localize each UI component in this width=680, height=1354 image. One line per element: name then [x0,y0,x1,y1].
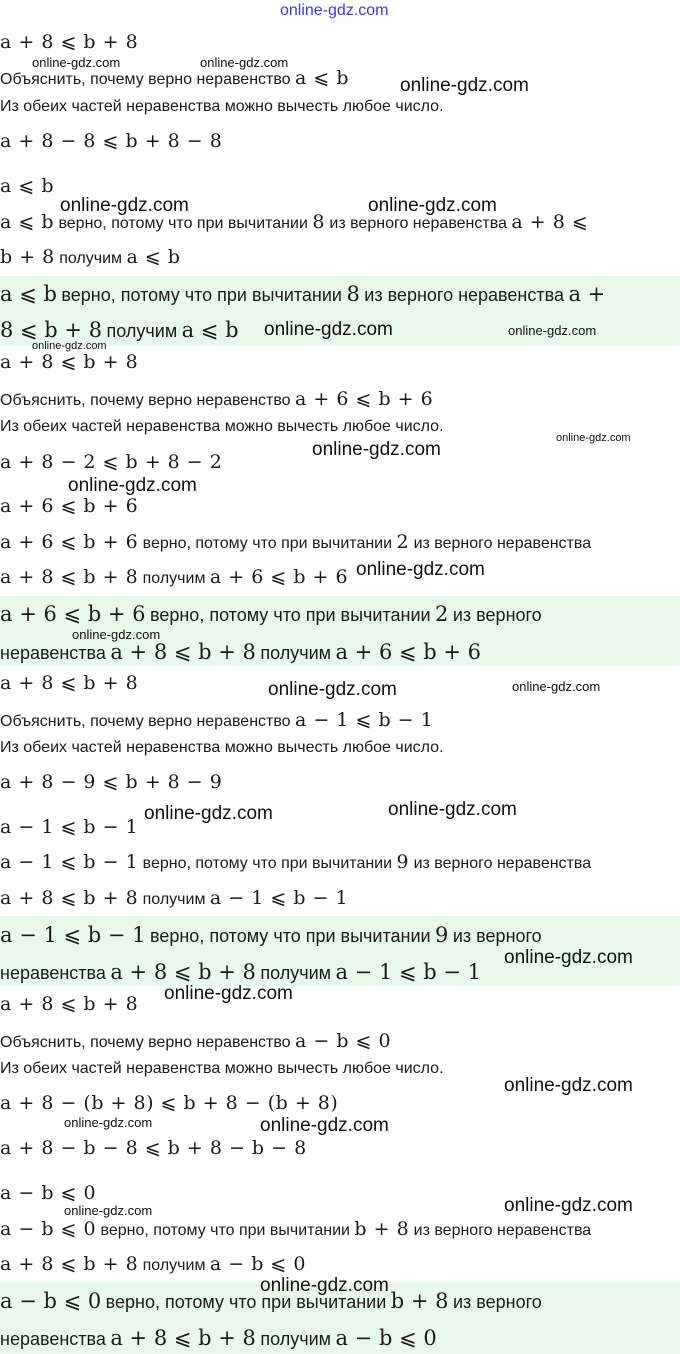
step-inequality: a + 8 − 8 ⩽ b + 8 − 8 [0,130,223,152]
explanation-line-cont [0,888,348,910]
premise-inequality: a + 8 ⩽ b + 8 [110,960,256,984]
got-text: получим [106,321,178,341]
answer-text: из верного [452,926,542,946]
rule-text: Из обеих частей неравенства можно вычесть любое число. [0,739,444,756]
watermark: online-gdz.com [388,799,517,820]
watermark: online-gdz.com [32,55,121,70]
answer-text: неравенства [0,963,106,983]
given-inequality: a + 8 ⩽ b + 8 [0,993,139,1015]
result-inequality: a − 1 ⩽ b − 1 [0,923,146,947]
rule-text: Из обеих частей неравенства можно вычесть любое число. [0,98,444,115]
premise-inequality: a + 8 ⩽ b + 8 [0,1253,139,1275]
watermark: online-gdz.com [504,1075,633,1096]
result-inequality: a − b ⩽ 0 [209,1253,306,1275]
explanation-text: из верного неравенства [413,535,592,552]
target-inequality: a ⩽ b [295,67,350,89]
got-text: получим [260,963,332,983]
explanation-text: из верного неравенства [413,1222,592,1239]
explanation-text: верно, потому что при вычитании [142,855,393,872]
subtracted-number: 2 [396,531,410,553]
answer-text: неравенства [0,643,106,663]
question-text: Объяснить, почему верно неравенство [0,71,291,88]
question-text: Объяснить, почему верно неравенство [0,1034,291,1051]
watermark: online-gdz.com [368,195,497,216]
subtracted-number: 8 [312,211,325,233]
answer-line-cont [0,642,481,665]
watermark: online-gdz.com [260,1275,389,1296]
watermark: online-gdz.com [504,947,633,968]
got-text: получим [142,570,206,587]
given-inequality: a + 8 ⩽ b + 8 [0,672,139,694]
step-inequality-expanded: a + 8 − b − 8 ⩽ b + 8 − b − 8 [0,1137,307,1159]
step-inequality: a + 8 − (b + 8) ⩽ b + 8 − (b + 8) [0,1092,339,1114]
result-inequality: a ⩽ b [0,211,54,233]
answer-text: верно, потому что при вычитании [61,285,342,305]
subtracted-number: 2 [435,602,449,626]
rule-text: Из обеих частей неравенства можно вычесть любое число. [0,418,444,435]
answer-text: верно, потому что при вычитании [105,1292,387,1312]
watermark: online-gdz.com [60,195,189,216]
watermark: online-gdz.com [504,1195,633,1216]
answer-line [0,925,542,948]
watermark: online-gdz.com [356,559,485,580]
watermark: online-gdz.com [32,340,107,352]
result-inequality: a − b ⩽ 0 [0,1218,97,1240]
subtracted-number: b + 8 [390,1289,449,1313]
target-inequality: a + 6 ⩽ b + 6 [295,388,434,410]
result-inequality: a + 6 ⩽ b + 6 [0,531,139,553]
question-line [0,389,433,411]
result-inequality: a − 1 ⩽ b − 1 [335,960,482,984]
step-inequality: a + 8 − 9 ⩽ b + 8 − 9 [0,771,223,793]
question-line [0,68,349,90]
subtracted-number: 8 [346,282,360,306]
watermark: online-gdz.com [144,803,273,824]
watermark: online-gdz.com [400,75,529,96]
question-line [0,710,433,732]
result-inequality: a − 1 ⩽ b − 1 [0,851,139,873]
watermark: online-gdz.com [68,475,197,496]
explanation-line-cont [0,1254,306,1276]
result-inequality: a ⩽ b [0,282,57,306]
watermark: online-gdz.com [508,323,597,338]
got-text: получим [142,891,206,908]
result-inequality: a + 6 ⩽ b + 6 [209,566,349,588]
given-inequality: a + 8 ⩽ b + 8 [0,31,139,53]
premise-part: 8 ⩽ b + 8 [0,318,103,342]
result-inequality: a − b ⩽ 0 [0,1289,102,1313]
watermark: online-gdz.com [200,55,289,70]
result-inequality: a + 6 ⩽ b + 6 [335,640,482,664]
premise-inequality: a + 8 ⩽ b + 8 [0,566,139,588]
result-inequality: a ⩽ b [181,318,239,342]
watermark: online-gdz.com [556,432,631,444]
answer-line [0,604,542,627]
explanation-text: верно, потому что при вычитании [58,215,308,232]
answer-text: из верного [452,605,542,625]
answer-line-cont [0,1328,437,1351]
premise-inequality: a + 8 ⩽ b + 8 [0,887,139,909]
result-inequality: a ⩽ b [0,175,54,197]
explanation-line [0,852,591,874]
target-inequality: a − b ⩽ 0 [295,1030,392,1052]
answer-line-cont [0,962,481,985]
target-inequality: a − 1 ⩽ b − 1 [295,709,434,731]
premise-part: a + 8 ⩽ [511,211,589,233]
got-text: получим [260,1329,332,1349]
subtracted-number: 9 [435,923,449,947]
explanation-text: верно, потому что при вычитании [142,535,393,552]
result-inequality: a + 6 ⩽ b + 6 [0,495,139,517]
answer-text: верно, потому что при вычитании [149,926,431,946]
question-text: Объяснить, почему верно неравенство [0,392,291,409]
answer-text: неравенства [0,1329,106,1349]
premise-part: a + [568,282,606,306]
watermark: online-gdz.com [72,627,161,642]
watermark: online-gdz.com [64,1203,153,1218]
site-watermark[interactable]: online-gdz.com [280,2,389,19]
got-text: получим [260,643,332,663]
explanation-text: из верного неравенства [413,855,592,872]
watermark: online-gdz.com [260,1115,389,1136]
result-inequality: a ⩽ b [126,246,181,268]
watermark: online-gdz.com [268,679,397,700]
step-inequality: a + 8 − 2 ⩽ b + 8 − 2 [0,451,223,473]
rule-text: Из обеих частей неравенства можно вычесть любое число. [0,1060,444,1077]
watermark: online-gdz.com [312,439,441,460]
explanation-text: верно, потому что при вычитании [100,1222,350,1239]
explanation-line-cont [0,567,348,589]
watermark: online-gdz.com [264,319,393,340]
explanation-line [0,1219,591,1241]
watermark: online-gdz.com [512,679,601,694]
explanation-line [0,532,591,554]
explanation-line-cont [0,247,180,269]
explanation-text: из верного неравенства [329,215,507,232]
given-inequality: a + 8 ⩽ b + 8 [0,351,139,373]
premise-inequality: a + 8 ⩽ b + 8 [110,1326,256,1350]
answer-line [0,284,605,307]
premise-part: b + 8 [0,246,55,268]
question-text: Объяснить, почему верно неравенство [0,713,291,730]
question-line [0,1031,391,1053]
premise-inequality: a + 8 ⩽ b + 8 [110,640,256,664]
got-text: получим [59,250,123,267]
result-inequality: a − 1 ⩽ b − 1 [209,887,349,909]
subtracted-number: 9 [396,851,410,873]
result-inequality: a + 6 ⩽ b + 6 [0,602,146,626]
answer-text: верно, потому что при вычитании [149,605,431,625]
watermark: online-gdz.com [64,1115,153,1130]
got-text: получим [142,1257,206,1274]
result-inequality: a − b ⩽ 0 [335,1326,437,1350]
answer-text: из верного [452,1292,542,1312]
subtracted-number: b + 8 [354,1218,410,1240]
result-inequality: a − 1 ⩽ b − 1 [0,816,139,838]
answer-text: из верного неравенства [364,285,564,305]
watermark: online-gdz.com [164,983,293,1004]
result-inequality: a − b ⩽ 0 [0,1182,97,1204]
